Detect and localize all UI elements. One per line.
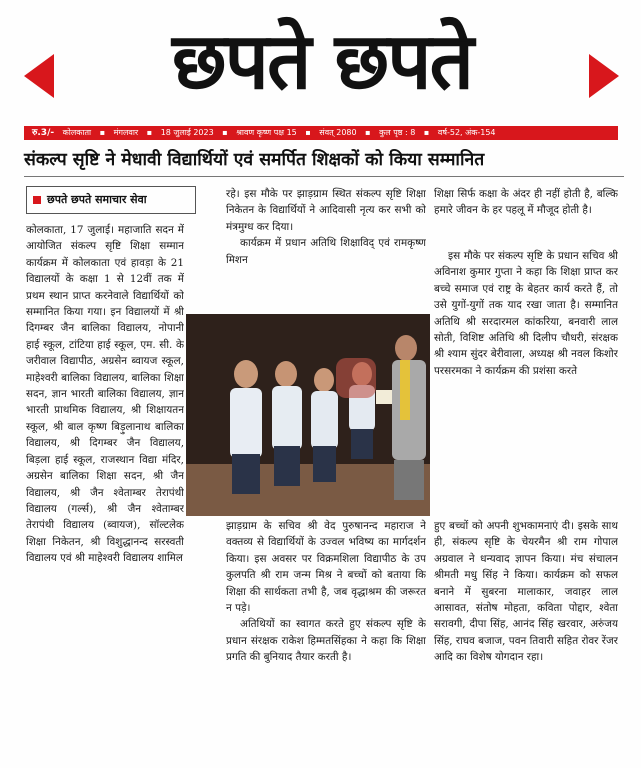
dateline-date: 18 जुलाई 2023 <box>160 128 214 137</box>
column-2-top-text: रहे। इस मौके पर झाड़ग्राम स्थित संकल्प सृष्टि शिक्षा निकेतन के विद्यार्थियों ने आदिवासी नृत्य कर सभी को मंत्रमुग्ध कर दिया। <box>226 188 426 233</box>
price: रु.3/- <box>32 128 55 138</box>
dateline-pages: कुल पृष्ठ : 8 <box>379 128 416 137</box>
dateline-city: कोलकाता <box>62 128 92 137</box>
column-2-bottom-text-b: अतिथियों का स्वागत करते हुए संकल्प सृष्टि के प्रधान संरक्षक राकेश हिम्मतसिंहका ने कहा कि शिक्षा प्रगति की बुनियाद तैयार करती है। <box>226 618 426 664</box>
bullet-square-icon <box>33 196 41 204</box>
dateline-samvat: संवत् 2080 <box>319 128 357 137</box>
byline <box>26 186 196 214</box>
article-headline: संकल्प सृष्टि ने मेधावी विद्यार्थियों एवं समर्पित शिक्षकों को किया सम्मानित <box>24 150 485 170</box>
right-arrow-icon <box>589 54 619 98</box>
dateline-day: मंगलवार <box>113 128 139 137</box>
article-column-2-bottom <box>226 518 426 762</box>
left-arrow-icon <box>24 54 54 98</box>
column-3-mid-text: इस मौके पर संकल्प सृष्टि के प्रधान सचिव श्री अविनाश कुमार गुप्ता ने कहा कि शिक्षा प्राप्त कर बच्चे समाज एवं राष्ट्र के बेहतर कार्य करते हैं, तो उसे युगों-युगों तक याद रखा जाता है। सम्मानित अतिथि श्री सरदारमल कांकरिया, बनवारी लाल सोती, विशिष्ट अतिथि श्री दिलीप चौधरी, संरक्षक श्री श्याम सुंदर बेरीवाला, अध्यक्ष श्री नवल किशोर परसरमका ने कार्यक्रम की प्रशंसा करते <box>434 250 618 377</box>
article-photo <box>186 314 430 516</box>
column-3-bottom-text: हुए बच्चों को अपनी शुभकामनाएं दी। इसके साथ ही, संकल्प सृष्टि के चेयरमैन श्री राम गोपाल अग्रवाल ने धन्यवाद ज्ञापन किया। मंच संचालन श्रीमती मधु सिंह ने किया। कार्यक्रम को सफल बनाने में सुबरना मालाकार, जवाहर लाल आसावत, संतोष मोहता, कविता पोद्दार, श्वेता सरावगी, दीपा सिंह, आनंद सिंह खरवार, अरुंजय सिंह, राघव बजाज, पवन तिवारी सहित रोवर रेंजर आदि का विशेष योगदान रहा। <box>434 520 618 664</box>
award-ceremony-image <box>186 314 430 516</box>
column-1-text: कोलकाता, 17 जुलाई। महाजाति सदन में आयोजित संकल्प सृष्टि शिक्षा सम्मान कार्यक्रम में कोलकाता एवं हावड़ा के 21 विद्यालयों के कक्षा 1 से 12वीं तक में प्रथम स्थान प्राप्त करनेवाले विद्यार्थियों को सम्मानित किया गया। इन विद्यालयों में श्री दिगम्बर जैन बालिका विद्यालय, नोपानी हाई स्कूल, टांटिया हाई स्कूल, एम. सी. के जरीवाल विद्यापीठ, अग्रसेन ब्वायज स्कूल, माहेश्वरी बालिका विद्यालय, बालिका शिक्षा सदन, ज्ञान भारती बालिका विद्यालय, ज्ञान भारती प्राथमिक विद्यालय, श्री शिक्षायतन स्कूल, श्री बाल कृष्ण बिड़ुलानाथ बालिका विद्यालय, श्री दिगम्बर जैन विद्यालय, बिड़ला हाई स्कूल, राजस्थान विद्या मंदिर, अग्रसेन बालिका शिक्षा सदन, श्री जैन विद्यालय, श्री जैन श्वेताम्बर तेरापंथी विद्यालय (गर्ल्स), श्री जैन श्वेताम्बर तेरापंथी विद्यालय (ब्वायज), सॉल्टलेक शिक्षा निकेतन, श्री विशुद्धानन्द सरस्वती विद्यालय एवं श्री माहेश्वरी विद्यालय शामिल <box>26 224 184 565</box>
masthead <box>18 8 623 118</box>
column-2-bottom-text: झाड़ग्राम के सचिव श्री वेद पुरुषानन्द महाराज ने वक्तव्य से विद्यार्थियों के उज्वल भविष्य का मार्गदर्शन किया। इस अवसर पर विक्रमशिला विद्यापीठ के उप कुलपति श्री राम जन्म मिश्र ने बच्चों को बताया कि शिक्षा की सार्थकता तभी है, जब वृद्धाश्रम की जरूरत न पड़े। <box>226 520 426 615</box>
article-column-3-bottom <box>434 518 618 762</box>
article-column-3-mid <box>434 248 618 518</box>
dateline-volume: वर्ष-52, अंक-154 <box>437 128 496 137</box>
article-column-2-top <box>226 186 426 308</box>
dateline: रु.3/- कोलकाता ▪ मंगलवार ▪ 18 जुलाई 2023 ▪ श्रावण कृष्ण पक्ष 15 ▪ संवत् 2080 ▪ कुल पृष्ठ : 8 ▪ वर्ष-52, अंक-154 <box>24 126 618 140</box>
headline-rule <box>24 176 624 177</box>
dateline-paksha: श्रावण कृष्ण पक्ष 15 <box>236 128 297 137</box>
column-2-top-text-b: कार्यक्रम में प्रधान अतिथि शिक्षाविद् एवं रामकृष्ण मिशन <box>226 237 426 266</box>
byline-text: छपते छपते समाचार सेवा <box>47 193 147 206</box>
article-column-1 <box>26 222 184 760</box>
newspaper-nameplate: छपते छपते <box>171 17 473 107</box>
column-3-top-text: शिक्षा सिर्फ कक्षा के अंदर ही नहीं होती है, बल्कि हमारे जीवन के हर पहलू में मौजूद होती है। <box>434 188 618 217</box>
